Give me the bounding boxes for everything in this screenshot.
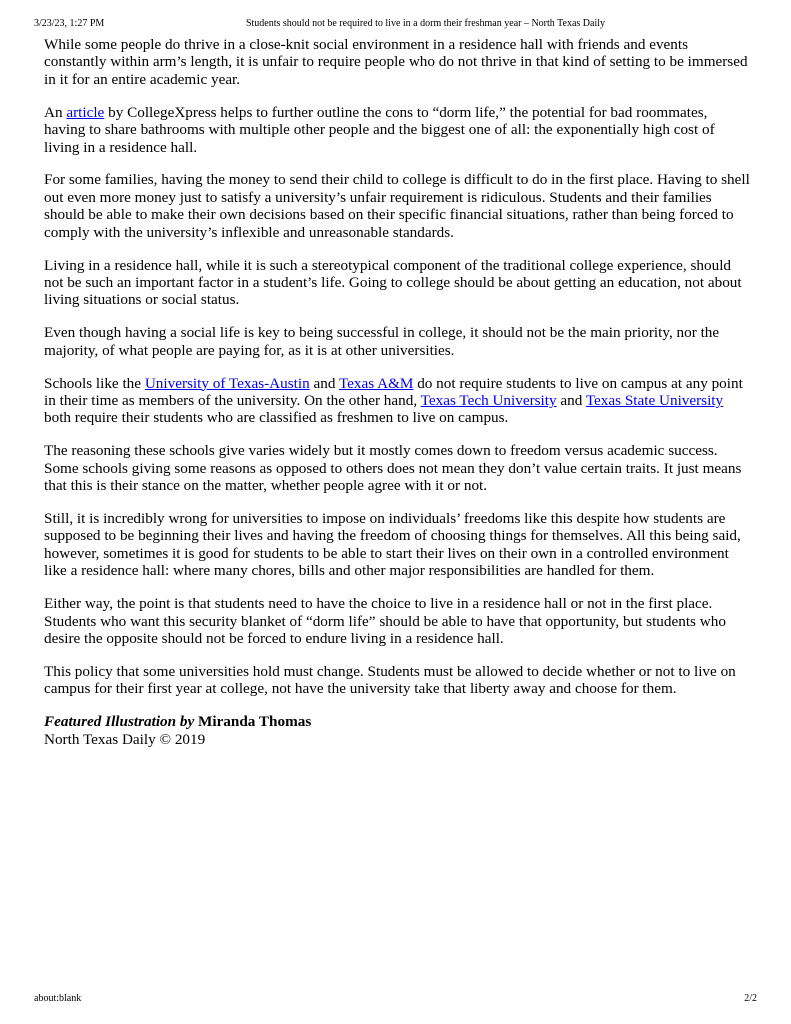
credit-name: Miranda Thomas: [198, 713, 312, 731]
paragraph-text: An: [44, 103, 67, 121]
article-paragraph: While some people do thrive in a close-knit social environment in a residence hall with friends and events constantly within arm’s length, it is unfair to require people who do not thrive in that kind of setting to be immersed in it for an entire academic year.: [44, 36, 748, 88]
article-paragraph: The reasoning these schools give varies widely but it mostly comes down to freedom versus academic success. Some schools giving some reasons as opposed to others does not mean they don’t value certain traits. It just means that this is their stance on the matter, whether people agree with it or not.: [44, 442, 742, 495]
article-paragraph: This policy that some universities hold must change. Students must be allowed to decide whether or not to live on campus for their first year at college, not have the university take that liberty away and choose for them.: [44, 662, 736, 698]
print-datetime: 3/23/23, 1:27 PM: [34, 18, 105, 29]
article-paragraph: For some families, having the money to send their child to college is difficult to do in the first place. Having to shell out even more money just to satisfy a university’s unfair requirement is ridiculous. Students and their families should be able to make their own decisions based on their specific financial situations, rather than being forced to comply with the university’s inflexible and unreasonable standards.: [44, 171, 750, 241]
article-paragraph: [44, 375, 750, 427]
texas-state-link[interactable]: Texas State University: [585, 392, 724, 409]
article-paragraph: [44, 104, 750, 156]
texas-tech-link[interactable]: Texas Tech University: [420, 392, 557, 409]
paragraph-text: and: [309, 374, 339, 392]
print-url: about:blank: [34, 993, 82, 1004]
article-link[interactable]: article: [66, 103, 105, 121]
article-paragraph: Living in a residence hall, while it is such a stereotypical component of the traditional college experience, should not be such an important factor in a student’s life. Going to college should be about getting an education, not about living situations or social status.: [44, 256, 742, 309]
copyright-notice: North Texas Daily © 2019: [44, 730, 206, 748]
article-body: [44, 36, 750, 748]
texas-am-link[interactable]: Texas A&M: [338, 374, 414, 392]
paragraph-text: by CollegeXpress helps to further outline the cons to “dorm life,” the potential for bad roommates, having to share bathrooms with multiple other people and the biggest one of all: the exponentially high cost of living in a residence hall.: [44, 103, 715, 156]
print-page-title: Students should not be required to live in a dorm their freshman year – North Texas Daily: [245, 18, 606, 29]
print-footer: [34, 993, 757, 1007]
illustration-credit: [44, 713, 750, 730]
paragraph-text: Schools like the: [44, 374, 145, 392]
paragraph-text: do not require students to live on campus at any point in their time as members of the university. On the other hand,: [44, 374, 743, 409]
ut-austin-link[interactable]: University of Texas-Austin: [144, 374, 310, 392]
credit-label: Featured Illustration by: [44, 713, 195, 731]
page-number: 2/2: [744, 993, 757, 1004]
paragraph-text: both require their students who are classified as freshmen to live on campus.: [44, 409, 509, 427]
article-paragraph: Either way, the point is that students need to have the choice to live in a residence hall or not in the first place. Students who want this security blanket of “dorm life” should be able to have that opportunity, but students who desire the opposite should not be forced to endure living in a residence hall.: [44, 595, 726, 647]
article-paragraph: Still, it is incredibly wrong for universities to impose on individuals’ freedoms like this despite how students are supposed to be beginning their lives and having the freedom of choosing things for themselves. All this being said, however, sometimes it is good for students to be able to start their lives on their own in a controlled environment like a residence hall: where many chores, bills and other major responsibilities are handled for them.: [44, 510, 741, 580]
article-paragraph: Even though having a social life is key to being successful in college, it should not be the main priority, nor the majority, of what people are paying for, as it is at other universities.: [44, 324, 720, 359]
paragraph-text: and: [556, 392, 586, 409]
print-header: [34, 18, 757, 32]
